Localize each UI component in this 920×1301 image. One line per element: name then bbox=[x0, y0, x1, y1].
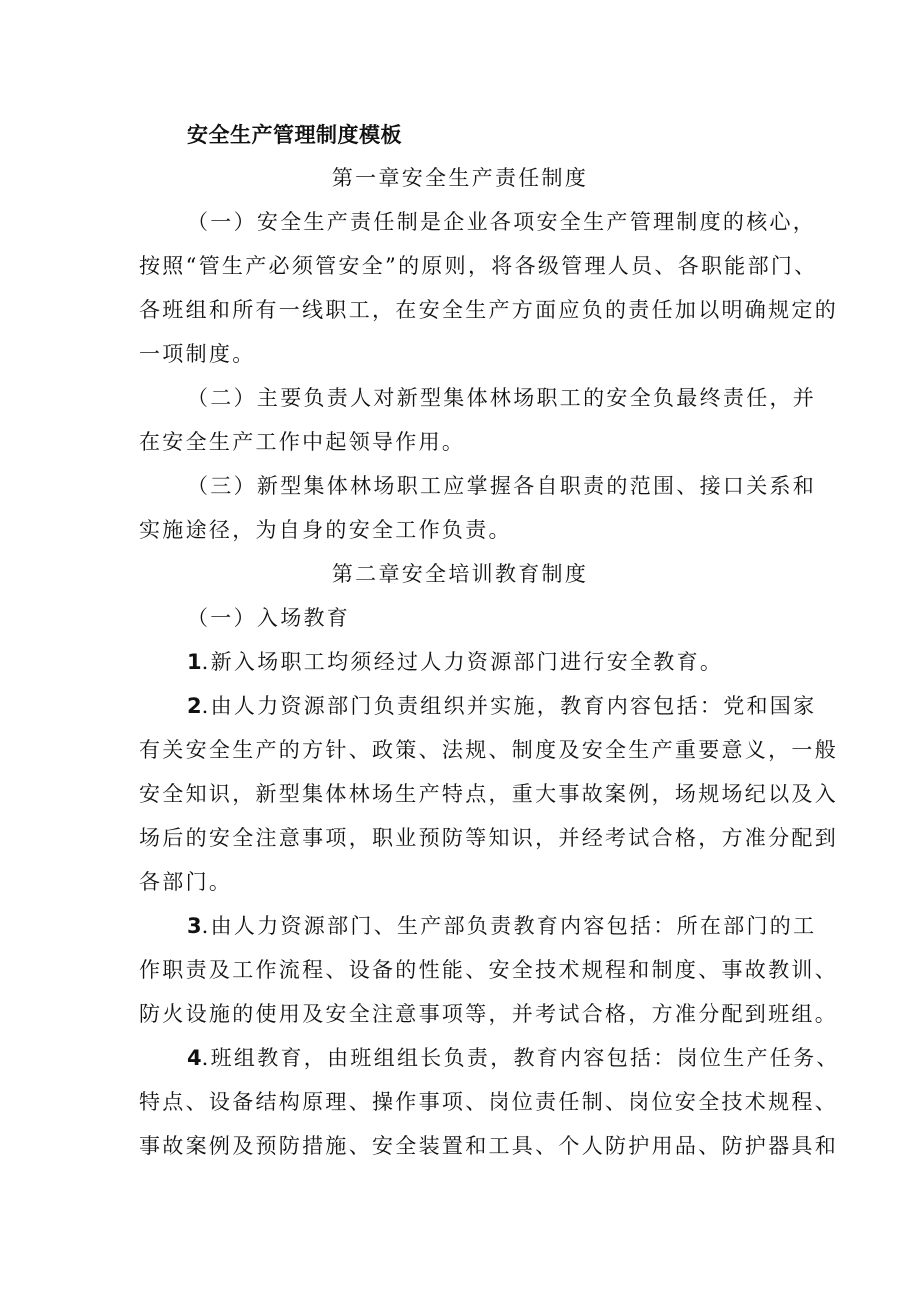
item-number: 2 bbox=[187, 694, 202, 718]
ch2-item-4-line-2: 特点、设备结构原理、操作事项、岗位责任制、岗位安全技术规程、 bbox=[139, 1090, 838, 1114]
ch2-item-2-line-4: 场后的安全注意事项，职业预防等知识，并经考试合格，方准分配到 bbox=[139, 826, 838, 850]
ch1-paragraph-1-line-4: 一项制度。 bbox=[139, 342, 256, 366]
ch1-paragraph-3-line-1: （三）新型集体林场职工应掌握各自职责的范围、接口关系和 bbox=[187, 474, 817, 498]
chapter-1-heading: 第一章安全生产责任制度 bbox=[331, 166, 589, 190]
ch2-item-2-line-3: 安全知识，新型集体林场生产特点，重大事故案例，场规场纪以及入 bbox=[139, 782, 838, 806]
ch2-item-4-line-3: 事故案例及预防措施、安全装置和工具、个人防护用品、防护器具和 bbox=[139, 1134, 838, 1158]
item-text: .新入场职工均须经过人力资源部门进行安全教育。 bbox=[201, 650, 724, 674]
document-title: 安全生产管理制度模板 bbox=[187, 123, 402, 147]
ch2-item-2-line-2: 有关安全生产的方针、政策、法规、制度及安全生产重要意义，一般 bbox=[139, 738, 838, 762]
ch2-item-1-line-1 bbox=[187, 652, 723, 673]
ch1-paragraph-3-line-2: 实施途径，为自身的安全工作负责。 bbox=[139, 518, 512, 542]
ch1-paragraph-1-line-2: 按照“管生产必须管安全”的原则，将各级管理人员、各职能部门、 bbox=[139, 254, 818, 278]
ch2-item-3-line-3: 防火设施的使用及安全注意事项等，并考试合格，方准分配到班组。 bbox=[139, 1002, 838, 1026]
chapter-2-heading: 第二章安全培训教育制度 bbox=[331, 562, 589, 586]
ch2-item-3-line-2: 作职责及工作流程、设备的性能、安全技术规程和制度、事故教训、 bbox=[139, 958, 838, 982]
ch2-item-3-line-1 bbox=[187, 916, 816, 937]
ch2-item-4-line-1 bbox=[187, 1048, 840, 1069]
item-text: .由人力资源部门负责组织并实施，教育内容包括：党和国家 bbox=[201, 694, 817, 718]
item-number: 1 bbox=[187, 650, 202, 674]
ch2-subsection-1: （一）入场教育 bbox=[187, 606, 351, 630]
item-number: 3 bbox=[187, 914, 202, 938]
ch1-paragraph-2-line-2: 在安全生产工作中起领导作用。 bbox=[139, 430, 466, 454]
ch1-paragraph-1-line-1: （一）安全生产责任制是企业各项安全生产管理制度的核心， bbox=[187, 210, 817, 234]
item-text: .班组教育，由班组组长负责，教育内容包括：岗位生产任务、 bbox=[201, 1046, 840, 1070]
item-text: .由人力资源部门、生产部负责教育内容包括：所在部门的工 bbox=[201, 914, 817, 938]
item-number: 4 bbox=[187, 1046, 202, 1070]
ch1-paragraph-2-line-1: （二）主要负责人对新型集体林场职工的安全负最终责任，并 bbox=[187, 386, 817, 410]
ch2-item-2-line-5: 各部门。 bbox=[139, 870, 233, 894]
ch2-item-2-line-1 bbox=[187, 696, 816, 717]
ch1-paragraph-1-line-3: 各班组和所有一线职工，在安全生产方面应负的责任加以明确规定的 bbox=[139, 298, 838, 322]
